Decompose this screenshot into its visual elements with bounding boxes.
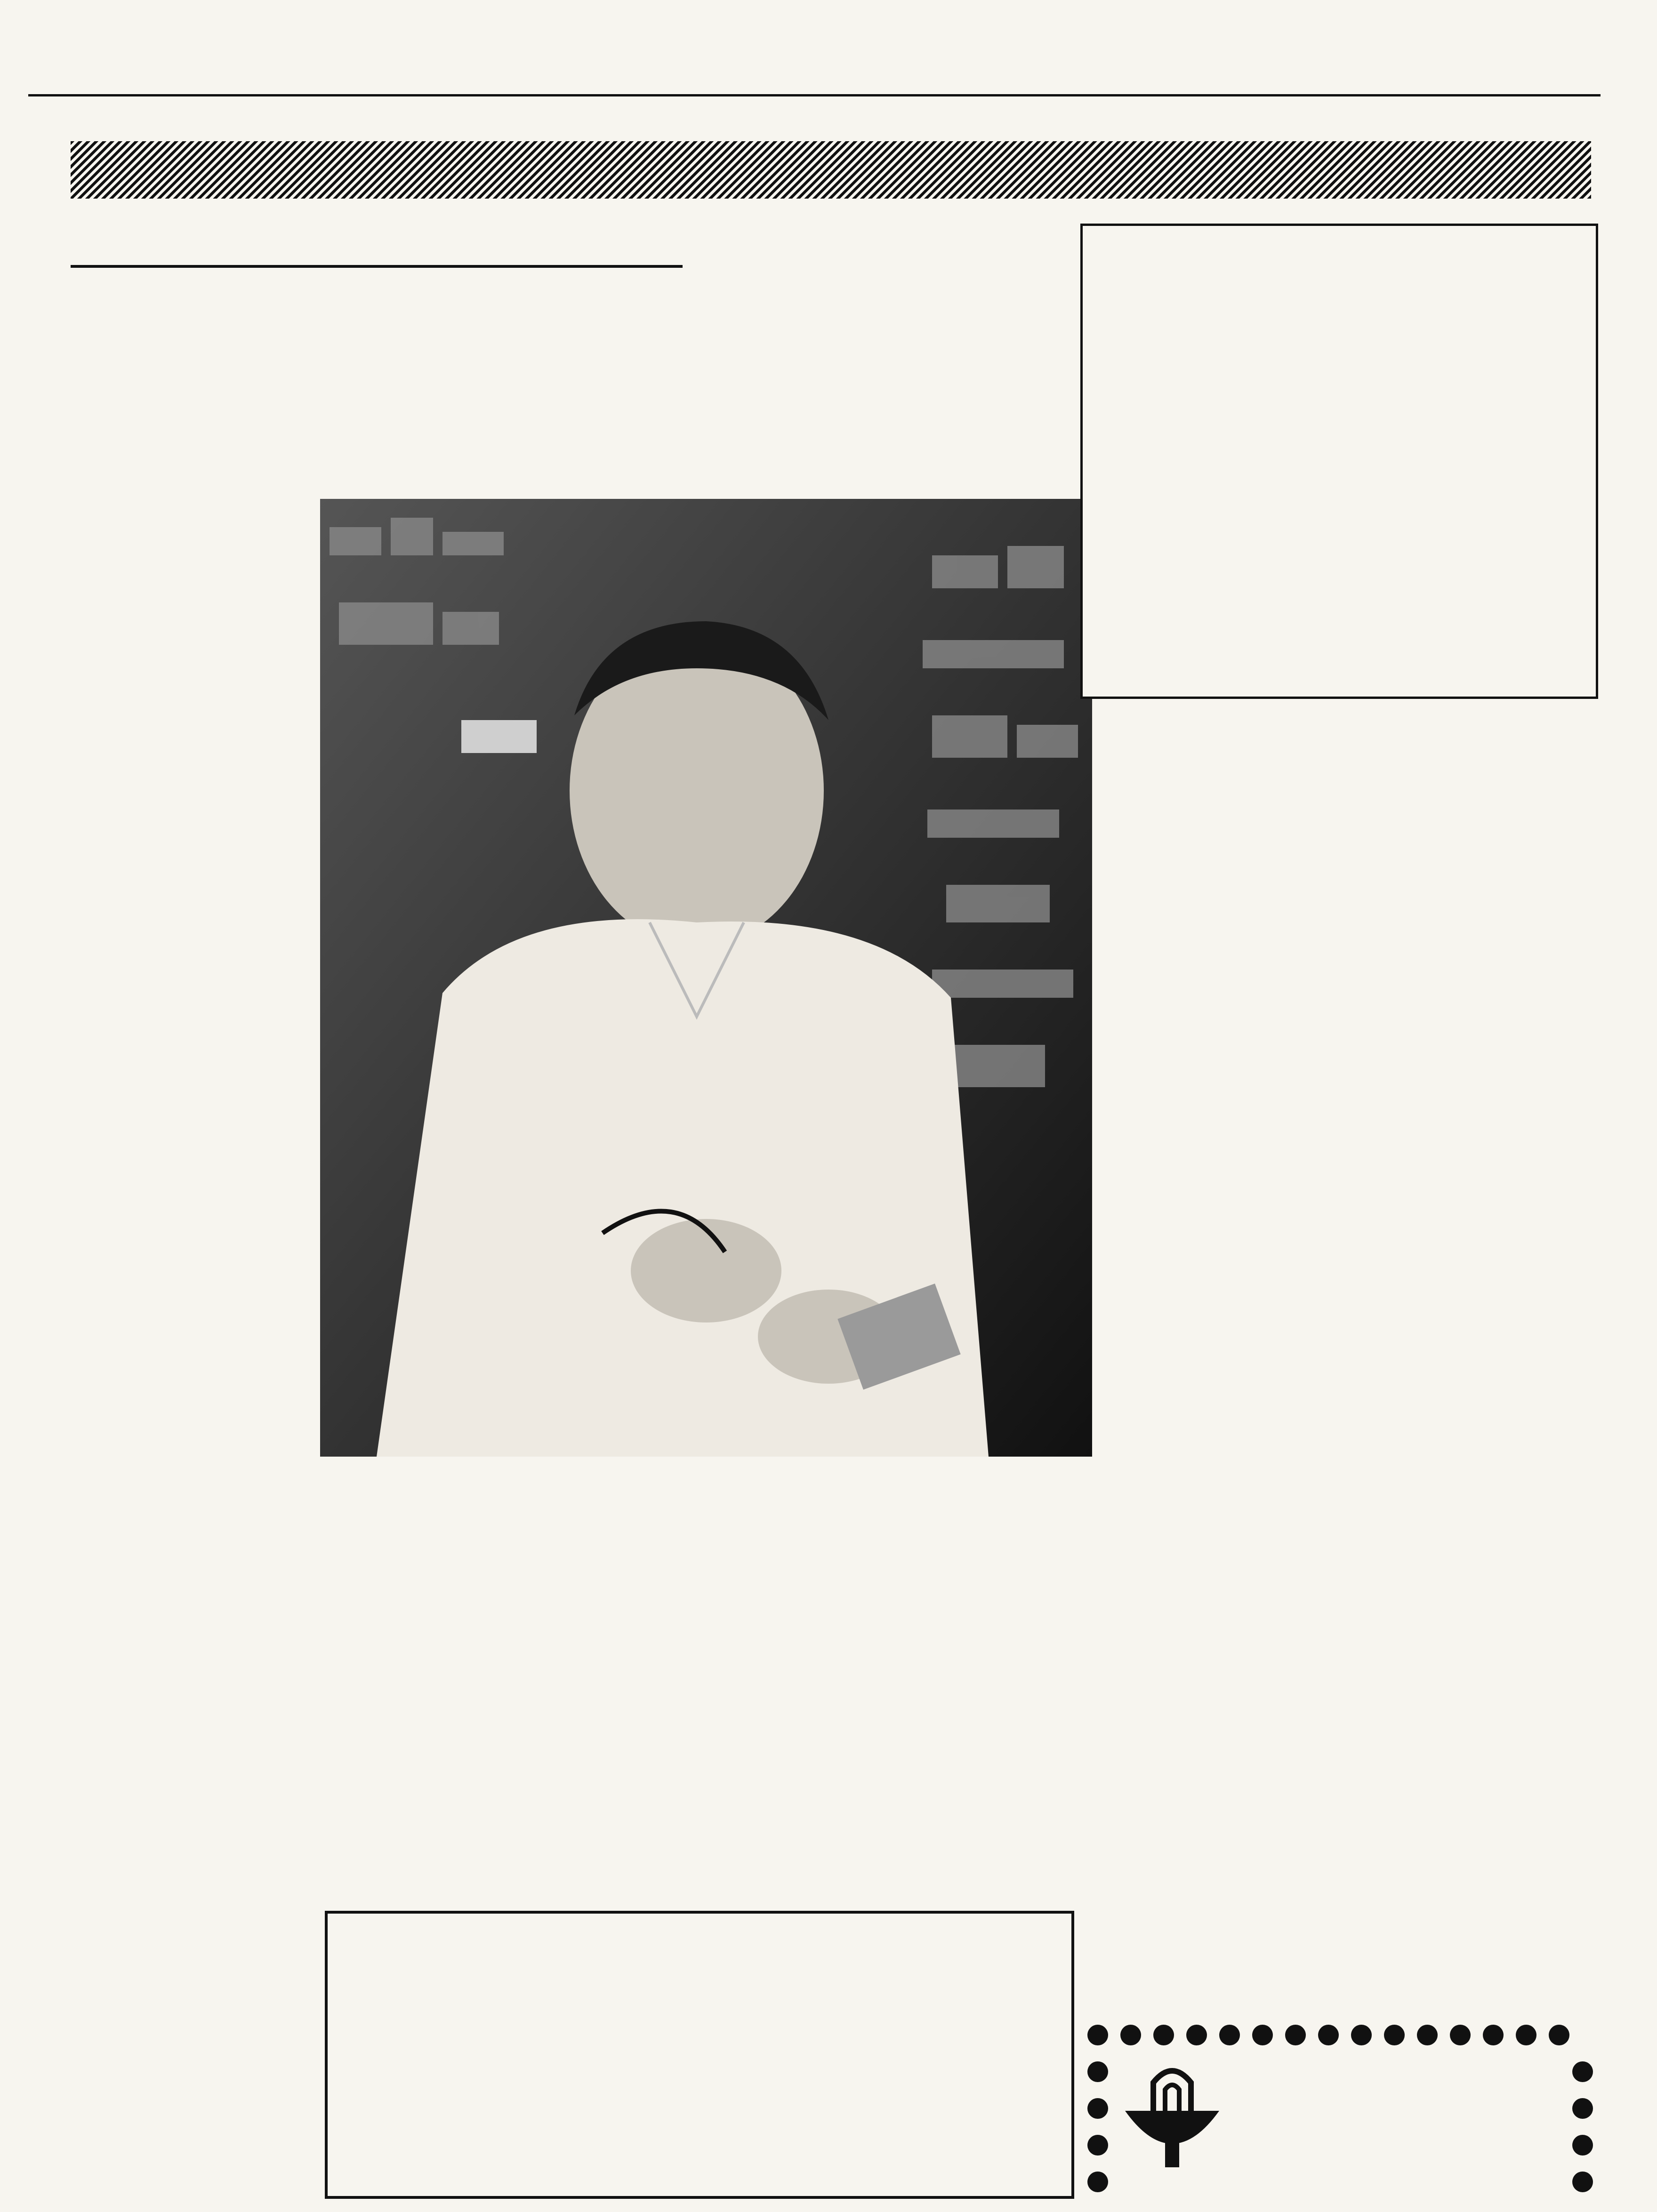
school-marques-pombal: [572, 2005, 836, 2055]
article-column-1: [66, 297, 313, 1864]
externatos-title-wrap: [328, 1928, 1071, 1998]
sidebox-title-wrap: [1083, 244, 1596, 296]
article-column-4: [831, 1492, 1073, 1897]
fountain-icon: [1120, 2064, 1224, 2167]
article-column-6: [1349, 701, 1593, 2019]
headline: [400, 294, 993, 482]
ad-externatos: [325, 1911, 1074, 2199]
article-kicker: [71, 214, 687, 261]
school-alvares-cabral: [855, 2005, 1057, 2010]
article-column-2: [320, 1492, 555, 1897]
kicker-underline: [71, 265, 683, 268]
article-photo: [320, 499, 1092, 1457]
header-rule: [28, 94, 1601, 96]
definition-sidebox: [1080, 224, 1598, 699]
article-column-3: [577, 1492, 817, 1897]
caldelas-place-name-wrap: [1097, 2160, 1568, 2207]
school-sao-vicente: [356, 2005, 554, 2010]
pharmacist-photo-illustration: [320, 499, 1092, 1457]
article-column-5: [1087, 701, 1332, 1892]
section-banner: [71, 141, 1591, 199]
